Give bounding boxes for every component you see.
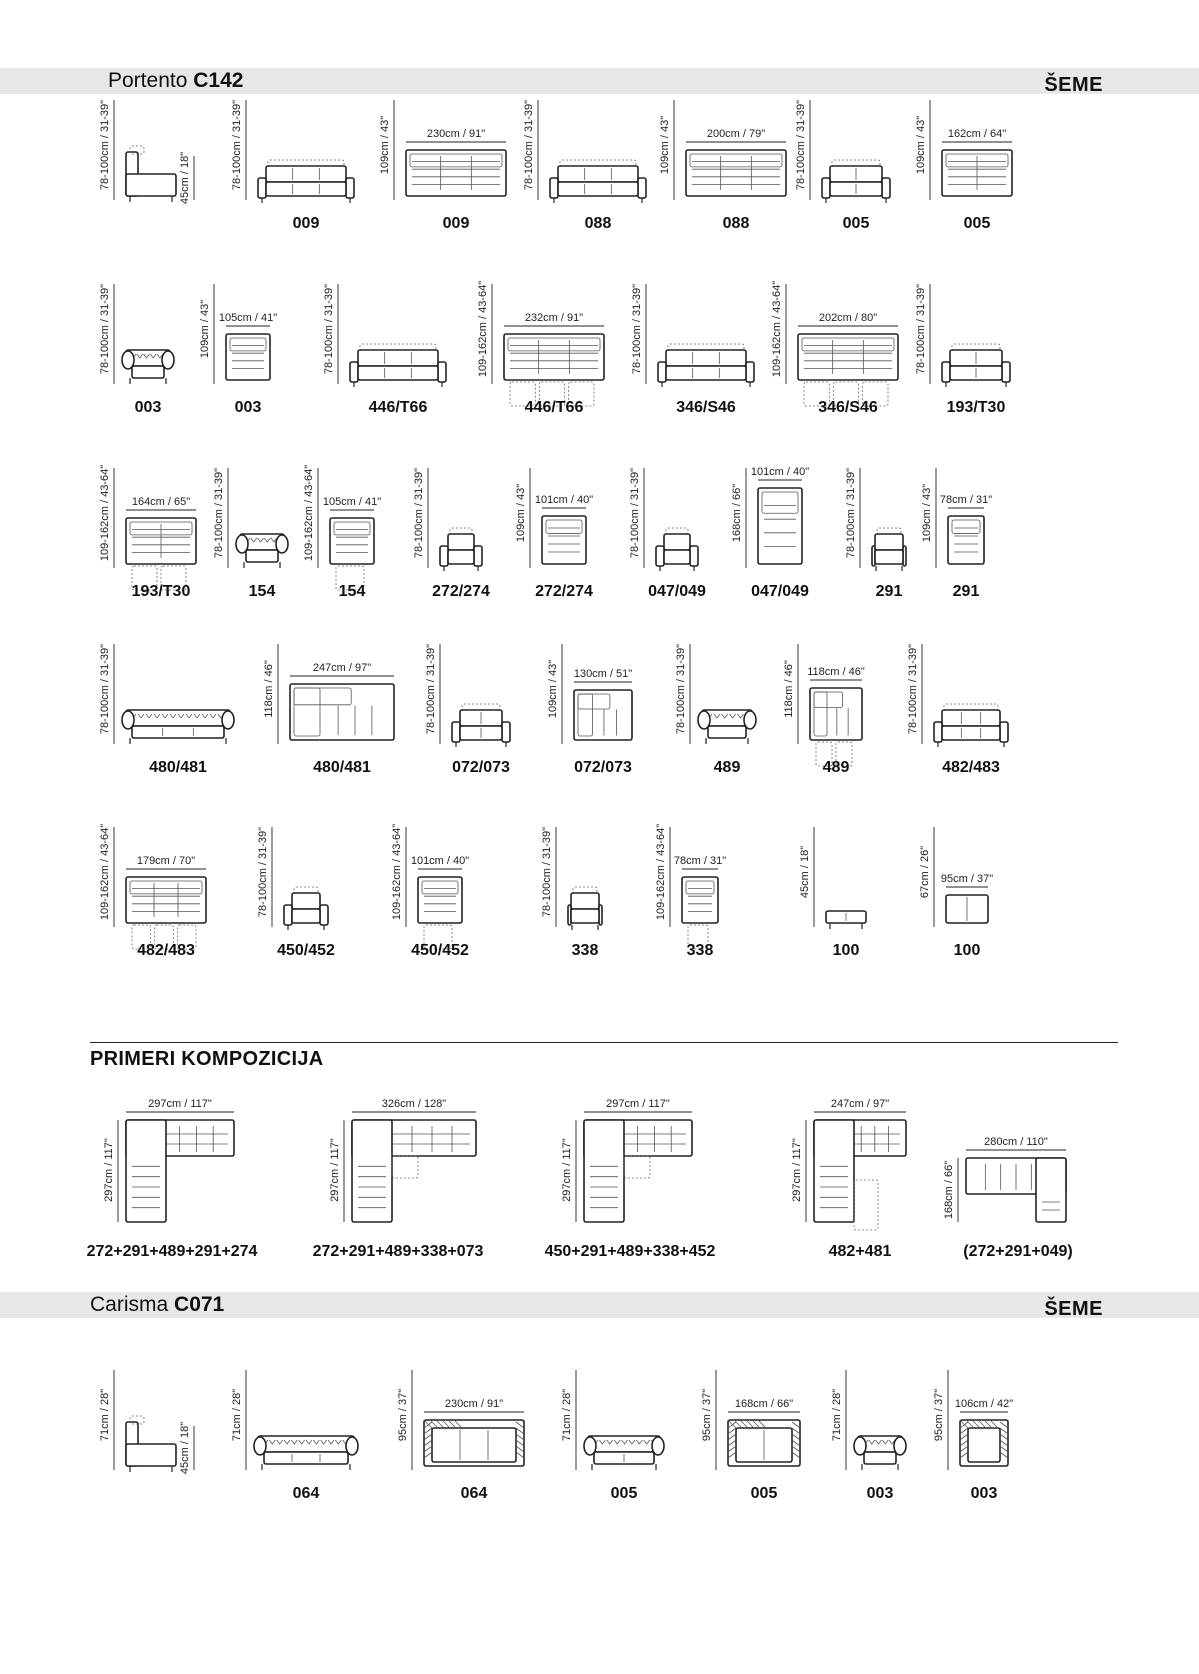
scheme-item	[631, 284, 754, 416]
top-view-outline	[810, 688, 862, 740]
height-dimension: 67cm / 26"	[919, 845, 931, 899]
model-code: 009	[292, 215, 320, 232]
armrest-right	[346, 178, 354, 198]
height-dimension: 109cm / 43"	[547, 659, 559, 719]
model-code: 489	[822, 759, 850, 776]
model-code: 450/452	[277, 942, 335, 959]
height-dimension: 95cm / 37"	[701, 1388, 713, 1442]
scheme-item	[561, 1370, 664, 1502]
scheme-item	[915, 284, 1010, 416]
height-dimension: 109cm / 43"	[515, 483, 527, 543]
width-dimension: 230cm / 91"	[444, 1398, 504, 1410]
height-dimension: 78-100cm / 31-39"	[99, 643, 111, 735]
backrest	[666, 350, 746, 366]
width-dimension: 168cm / 66"	[734, 1398, 794, 1410]
height-dimension: 78-100cm / 31-39"	[845, 467, 857, 559]
scheme-item	[845, 468, 906, 600]
adjustable-headrest	[560, 160, 636, 166]
side-seat	[126, 174, 176, 196]
width-dimension: 280cm / 110"	[984, 1136, 1048, 1148]
model-code: 338	[686, 942, 714, 959]
armrest-left	[942, 362, 950, 382]
top-view-outline	[682, 877, 718, 923]
height-dimension: 109-162cm / 43-64"	[771, 280, 783, 378]
scheme-item	[701, 1370, 800, 1502]
height-dimension: 109cm / 43"	[921, 483, 933, 543]
height-dimension: 71cm / 28"	[561, 1388, 573, 1442]
scheme-item	[99, 284, 174, 416]
armrest-left	[822, 178, 830, 198]
top-view-outline	[758, 488, 802, 564]
seat-cushions	[942, 726, 1000, 740]
backrest	[448, 534, 474, 550]
height-dimension: 95cm / 37"	[397, 1388, 409, 1442]
scheme-item	[425, 644, 510, 776]
width-dimension: 130cm / 51"	[573, 668, 633, 680]
width-dimension: 164cm / 65"	[131, 496, 191, 508]
armrest-right	[474, 546, 482, 566]
height-dimension: 78-100cm / 31-39"	[631, 283, 643, 375]
width-dimension: 95cm / 37"	[940, 873, 994, 885]
model-code: 047/049	[751, 583, 809, 600]
backrest	[664, 534, 690, 550]
adjustable-headrest	[666, 528, 688, 534]
seat-cushions	[666, 366, 746, 380]
scheme-item	[303, 465, 381, 600]
composition-code: 272+291+489+291+274	[86, 1243, 258, 1260]
model-code: 272/274	[432, 583, 490, 600]
scheme-item	[323, 284, 446, 416]
side-seat	[126, 1444, 176, 1466]
seat-cushions	[558, 182, 638, 196]
armrest-right	[502, 722, 510, 742]
backrest	[875, 534, 903, 550]
carisma-brand: Carisma	[90, 1293, 169, 1316]
adjustable-headrest	[944, 704, 998, 710]
model-code: 446/T66	[524, 399, 584, 416]
scheme-item	[477, 281, 604, 416]
top-view-outline	[574, 690, 632, 740]
recliner-extension	[392, 1156, 418, 1178]
composition-item	[313, 1098, 484, 1260]
height-dimension: 71cm / 28"	[99, 1388, 111, 1442]
seat-height-dimension: 45cm / 18"	[179, 1421, 191, 1475]
height-dimension: 109-162cm / 43-64"	[303, 464, 315, 562]
model-code: 154	[248, 583, 276, 600]
height-dimension: 78-100cm / 31-39"	[523, 99, 535, 191]
carisma-code: C071	[174, 1293, 225, 1316]
backrest	[558, 166, 638, 182]
model-code: 193/T30	[946, 399, 1006, 416]
width-dimension: 247cm / 97"	[830, 1098, 890, 1110]
model-code: 482/483	[137, 942, 195, 959]
width-dimension: 105cm / 41"	[218, 312, 278, 324]
height-dimension: 109cm / 43"	[199, 299, 211, 359]
model-code: 346/S46	[818, 399, 878, 416]
height-dimension: 78-100cm / 31-39"	[629, 467, 641, 559]
scheme-item	[397, 1370, 524, 1502]
model-code: 009	[442, 215, 470, 232]
top-view-outline	[290, 684, 394, 740]
width-dimension: 232cm / 91"	[524, 312, 584, 324]
scheme-item	[907, 644, 1008, 776]
seat-cushions	[664, 550, 690, 564]
height-dimension: 78-100cm / 31-39"	[907, 643, 919, 735]
model-code: 003	[134, 399, 162, 416]
carisma-title	[90, 1292, 224, 1318]
top-view-outline	[406, 150, 506, 196]
adjustable-headrest	[462, 704, 500, 710]
height-dimension: 78-100cm / 31-39"	[99, 283, 111, 375]
top-view-outline	[948, 516, 984, 564]
top-view-outline	[226, 334, 270, 380]
scheme-item	[795, 100, 890, 232]
armrest-right	[746, 362, 754, 382]
height-dimension: 78-100cm / 31-39"	[99, 99, 111, 191]
height-dimension: 78-100cm / 31-39"	[231, 99, 243, 191]
scheme-item	[799, 827, 866, 959]
height-dimension: 78-100cm / 31-39"	[541, 826, 553, 918]
adjustable-headrest	[450, 528, 472, 534]
composition-chaise	[1036, 1158, 1066, 1222]
height-dimension: 109cm / 43"	[659, 115, 671, 175]
model-code: 338	[571, 942, 599, 959]
model-code: 005	[842, 215, 870, 232]
scheme-item	[731, 466, 809, 600]
height-dimension: 118cm / 46"	[263, 660, 275, 718]
composition-left-arm	[126, 1120, 166, 1222]
tufted-backrest	[126, 710, 230, 726]
section-divider	[90, 1042, 1118, 1043]
armrest-right	[1000, 722, 1008, 742]
composition-code: (272+291+049)	[963, 1243, 1073, 1260]
scheme-item	[391, 824, 469, 959]
model-code: 100	[832, 942, 860, 959]
scheme-item	[675, 644, 756, 776]
model-code: 154	[338, 583, 366, 600]
top-view-outline	[504, 334, 604, 380]
scheme-item	[99, 100, 194, 204]
width-dimension: 106cm / 42"	[954, 1398, 1014, 1410]
height-dimension: 78-100cm / 31-39"	[257, 826, 269, 918]
model-code: 489	[713, 759, 741, 776]
width-dimension: 162cm / 64"	[947, 128, 1007, 140]
model-code: 291	[875, 583, 903, 600]
scheme-item	[263, 644, 394, 776]
adjustable-headrest	[268, 160, 344, 166]
seat-cushions	[132, 726, 224, 738]
scheme-item	[919, 827, 993, 959]
model-code: 346/S46	[676, 399, 736, 416]
scheme-item	[783, 644, 865, 776]
height-dimension: 109-162cm / 43-64"	[99, 823, 111, 921]
adjustable-headrest	[877, 528, 901, 534]
armrest-right	[438, 362, 446, 382]
composition-left-arm	[814, 1120, 854, 1222]
seat-cushions	[264, 1452, 348, 1464]
carisma-schemes-label: ŠEME	[1044, 1298, 1103, 1320]
armrest-left	[550, 178, 558, 198]
composition-code: 482+481	[828, 1243, 892, 1260]
height-dimension: 78-100cm / 31-39"	[795, 99, 807, 191]
width-dimension: 297cm / 117"	[606, 1098, 670, 1110]
height-dimension: 78-100cm / 31-39"	[915, 283, 927, 375]
scheme-item	[99, 465, 196, 600]
scheme-item	[933, 1370, 1013, 1502]
height-dimension: 45cm / 18"	[799, 845, 811, 899]
backrest	[571, 893, 599, 909]
scheme-item	[541, 827, 602, 959]
top-view-outline	[418, 877, 462, 923]
height-dimension: 297cm / 117"	[329, 1138, 341, 1202]
armrest-right	[638, 178, 646, 198]
portento-schemes-label: ŠEME	[1044, 74, 1103, 96]
backrest	[292, 893, 320, 909]
scheme-item	[231, 1370, 358, 1502]
scheme-item	[655, 824, 726, 959]
model-code: 003	[866, 1485, 894, 1502]
armrest-right	[882, 178, 890, 198]
adjustable-headrest	[360, 344, 436, 350]
height-dimension: 109-162cm / 43-64"	[99, 464, 111, 562]
width-dimension: 247cm / 97"	[312, 662, 372, 674]
composition-code: 450+291+489+338+452	[544, 1243, 716, 1260]
seat-cushions	[571, 909, 599, 923]
model-code: 072/073	[574, 759, 632, 776]
height-dimension: 95cm / 37"	[933, 1388, 945, 1442]
model-code: 005	[750, 1485, 778, 1502]
composition-left-arm	[352, 1120, 392, 1222]
model-code: 047/049	[648, 583, 706, 600]
width-dimension: 230cm / 91"	[426, 128, 486, 140]
model-code: 005	[610, 1485, 638, 1502]
scheme-item	[547, 644, 632, 776]
scheme-item	[257, 827, 335, 959]
model-code: 072/073	[452, 759, 510, 776]
composition-item	[943, 1136, 1073, 1260]
seat-cushions	[448, 550, 474, 564]
height-dimension: 109-162cm / 43-64"	[391, 823, 403, 921]
recliner-extension	[624, 1156, 650, 1178]
composition-item	[87, 1098, 258, 1260]
recliner-extension	[854, 1180, 878, 1230]
seat-cushions	[132, 366, 164, 378]
top-view-outline	[542, 516, 586, 564]
adjustable-headrest	[832, 160, 880, 166]
adjustable-headrest	[294, 887, 318, 893]
width-dimension: 326cm / 128"	[381, 1098, 447, 1110]
width-dimension: 78cm / 31"	[673, 855, 727, 867]
composition-item	[545, 1098, 716, 1260]
height-dimension: 297cm / 117"	[561, 1138, 573, 1202]
scheme-item	[99, 824, 206, 959]
armrest-left	[452, 722, 460, 742]
seat-cushions	[875, 550, 903, 564]
top-view-outline	[330, 518, 374, 564]
scheme-item	[413, 468, 490, 600]
width-dimension: 118cm / 46"	[807, 666, 865, 678]
armrest-left	[934, 722, 942, 742]
height-dimension: 78-100cm / 31-39"	[323, 283, 335, 375]
carisma-schemes	[0, 1330, 1199, 1530]
top-view-seat	[432, 1428, 516, 1462]
height-dimension: 109-162cm / 43-64"	[477, 280, 489, 378]
armrest-left	[350, 362, 358, 382]
scheme-item	[515, 468, 593, 600]
width-dimension: 179cm / 70"	[136, 855, 196, 867]
top-view-seat	[968, 1428, 1000, 1462]
model-code: 480/481	[313, 759, 371, 776]
height-dimension: 78-100cm / 31-39"	[675, 643, 687, 735]
width-dimension: 202cm / 80"	[818, 312, 878, 324]
scheme-item	[99, 644, 234, 776]
model-code: 480/481	[149, 759, 207, 776]
seat-cushions	[292, 909, 320, 923]
seat-cushions	[246, 550, 278, 562]
armrest-right	[1002, 362, 1010, 382]
scheme-item	[99, 1370, 194, 1474]
seat-cushions	[266, 182, 346, 196]
height-dimension: 78-100cm / 31-39"	[425, 643, 437, 735]
height-dimension: 71cm / 28"	[231, 1388, 243, 1442]
model-code: 088	[722, 215, 750, 232]
model-code: 482/483	[942, 759, 1000, 776]
armrest-left	[658, 362, 666, 382]
armrest-left	[284, 905, 292, 925]
scheme-item	[771, 281, 898, 416]
compositions-heading: PRIMERI KOMPOZICIJA	[90, 1048, 324, 1070]
composition-item	[791, 1098, 906, 1260]
model-code: 088	[584, 215, 612, 232]
backrest	[942, 710, 1000, 726]
scheme-item	[199, 284, 277, 416]
scheme-item	[629, 468, 706, 600]
height-dimension: 297cm / 117"	[791, 1138, 803, 1202]
model-code: 272/274	[535, 583, 593, 600]
width-dimension: 101cm / 40"	[410, 855, 470, 867]
scheme-item	[921, 468, 992, 600]
width-dimension: 200cm / 79"	[706, 128, 766, 140]
adjustable-headrest	[668, 344, 744, 350]
scheme-item	[379, 100, 506, 232]
height-dimension: 297cm / 117"	[103, 1138, 115, 1202]
backrest	[358, 350, 438, 366]
scheme-item	[831, 1370, 906, 1502]
width-dimension: 78cm / 31"	[939, 494, 993, 506]
portento-brand: Portento	[108, 69, 188, 92]
model-code: 291	[952, 583, 980, 600]
width-dimension: 101cm / 40"	[750, 466, 810, 478]
model-code: 064	[460, 1485, 488, 1502]
armrest-left	[258, 178, 266, 198]
compositions-schemes	[0, 1070, 1199, 1260]
armrest-right	[320, 905, 328, 925]
height-dimension: 109cm / 43"	[379, 115, 391, 175]
model-code: 193/T30	[131, 583, 191, 600]
scheme-item	[231, 100, 354, 232]
top-view-outline	[126, 877, 206, 923]
model-code: 005	[963, 215, 991, 232]
scheme-item	[523, 100, 646, 232]
adjustable-headrest	[573, 887, 597, 893]
height-dimension: 109-162cm / 43-64"	[655, 823, 667, 921]
armrest-left	[440, 546, 448, 566]
height-dimension: 118cm / 46"	[783, 660, 795, 718]
model-code: 100	[953, 942, 981, 959]
top-view-outline	[686, 150, 786, 196]
seat-cushions	[864, 1452, 896, 1464]
width-dimension: 101cm / 40"	[534, 494, 594, 506]
height-dimension: 78-100cm / 31-39"	[413, 467, 425, 559]
composition-left-arm	[584, 1120, 624, 1222]
armrest-left	[656, 546, 664, 566]
width-dimension: 105cm / 41"	[322, 496, 382, 508]
seat-cushions	[358, 366, 438, 380]
model-code: 003	[234, 399, 262, 416]
tufted-backrest	[588, 1436, 660, 1452]
adjustable-headrest	[952, 344, 1000, 350]
model-code: 450/452	[411, 942, 469, 959]
seat-height-dimension: 45cm / 18"	[179, 151, 191, 205]
model-code: 446/T66	[368, 399, 428, 416]
portento-code: C142	[193, 69, 244, 92]
scheme-item	[915, 100, 1012, 232]
height-dimension: 168cm / 66"	[943, 1160, 955, 1220]
backrest	[266, 166, 346, 182]
composition-code: 272+291+489+338+073	[312, 1243, 484, 1260]
height-dimension: 109cm / 43"	[915, 115, 927, 175]
height-dimension: 71cm / 28"	[831, 1388, 843, 1442]
model-code: 064	[292, 1485, 320, 1502]
height-dimension: 168cm / 66"	[731, 483, 743, 543]
seat-cushions	[708, 726, 746, 738]
armrest-right	[690, 546, 698, 566]
model-code: 003	[970, 1485, 998, 1502]
scheme-item	[659, 100, 786, 232]
width-dimension: 297cm / 117"	[148, 1098, 212, 1110]
scheme-item	[213, 468, 288, 600]
height-dimension: 78-100cm / 31-39"	[213, 467, 225, 559]
top-view-outline	[798, 334, 898, 380]
